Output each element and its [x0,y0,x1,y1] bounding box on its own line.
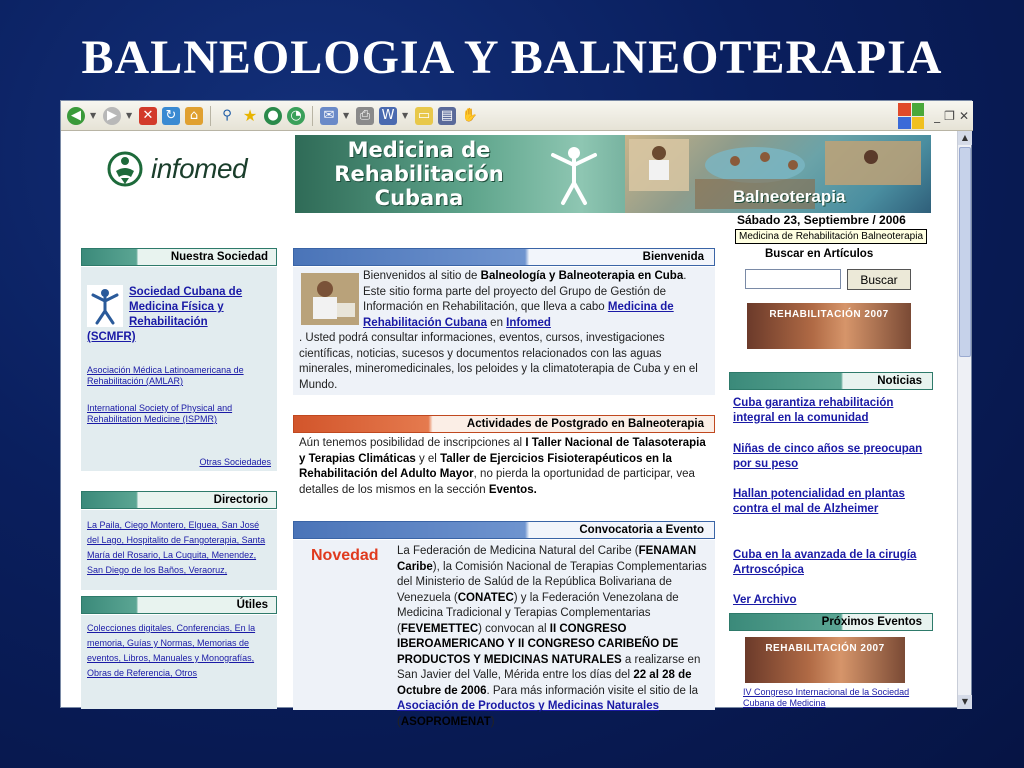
news-item-3[interactable]: Hallan potencialidad en plantas contra el mal de Alzheimer [733,488,905,515]
banner-line-3: Cubana [374,186,464,210]
postgrado-bold-3: Eventos. [488,483,537,496]
bienvenida-text-4: . Usted podrá consultar informaciones, eventos, cursos, investigaciones científicas, noticias, sucesos y documentos relacionados con las aguas minerales, mineromedicinales, los peloides y la climatoterapia de Cuba y en el Mundo. [299,332,698,391]
rehabilitacion-promo-banner[interactable] [747,303,911,349]
print-icon[interactable]: ⎙ [356,107,374,125]
vertical-scrollbar[interactable] [957,131,971,709]
bienvenida-bold-1: Balneología y Balneoterapia en Cuba [480,270,684,282]
toolbar-separator [312,106,313,126]
search-icon[interactable]: ⚲ [222,108,232,123]
back-dropdown-icon[interactable]: ▼ [90,111,97,120]
conv-bold-3: FEVEMETTEC [400,622,479,635]
directorio-links[interactable]: La Paila, Ciego Montero, Elguea, San José del Lago, Hospitalito de Fangoterapia, Santa María del Rosario, La Cuquita, Menendez, San Diego de los Baños, Veraoruz, [87,520,266,575]
favorites-icon[interactable]: ★ [242,106,258,125]
amlar-link[interactable]: Asociación Médica Latinoamericana de Rehabilitación (AMLAR) [87,365,244,386]
novedad-badge: Novedad [311,547,379,564]
refresh-icon[interactable]: ↻ [162,107,180,125]
conv-bold-4: II CONGRESO IBEROAMERICANO Y II CONGRESO CARIBEÑO DE PRODUCTOS Y MEDICINAS NATURALES [397,622,679,666]
scroll-up-icon[interactable]: ▲ [958,131,972,145]
conv-text-6: . Para más información visite el sitio de la [486,684,699,697]
mail-dropdown-icon[interactable]: ▼ [343,111,350,120]
browser-toolbar [61,101,973,131]
home-icon[interactable]: ⌂ [185,107,203,125]
logo-text: infomed [151,153,248,184]
postgrado-text-3: , no pierda la oportunidad de participar, vea detalles de los mismos en la sección [299,468,695,496]
bienvenida-box [293,267,715,395]
directorio-header: Directorio [81,491,277,509]
postgrado-bold-1: I Taller Nacional de Talasoterapia y Terapias Climáticas [299,437,706,465]
medicina-rehabilitacion-link[interactable]: Medicina de Rehabilitación Cubana [363,301,674,329]
nuestra-sociedad-box [81,267,277,471]
infomed-link[interactable]: Infomed [506,316,551,329]
bienvenida-text [299,269,709,393]
conv-text-1: La Federación de Medicina Natural del Caribe ( [397,545,639,557]
asociacion-productos-link[interactable]: Asociación de Productos y Medicinas Naturales [397,700,660,712]
figure-logo-icon [539,139,609,209]
minimize-icon[interactable]: _ [934,109,941,123]
evento-promo-banner[interactable] [745,637,905,683]
conv-text-2: ), la Comisión Nacional de Terapias Complementarias del Ministerio de Salúd de la República Bolivariana de Venezuela ( [397,560,707,604]
news-item-2[interactable]: Niñas de cinco años se preocupan por su peso [733,443,923,470]
nuestra-sociedad-header: Nuestra Sociedad [81,248,277,266]
tooltip: Medicina de Rehabilitación Balneoterapia [735,229,927,244]
web-page [61,131,959,728]
forward-dropdown-icon[interactable]: ▼ [126,111,133,120]
discuss-icon[interactable]: ▭ [415,107,433,125]
conv-bold-6: ASOPROMENAT [400,715,491,728]
browser-window [60,100,972,728]
research-icon[interactable]: ▤ [438,107,456,125]
news-item-1[interactable]: Cuba garantiza rehabilitación integral en la comunidad [733,397,894,424]
utiles-box [81,615,277,709]
bienvenida-text-3: en [490,316,503,329]
convocatoria-header: Convocatoria a Evento [293,521,715,539]
postgrado-bold-2: Taller de Ejercicios Fisioterapéuticos en la Rehabilitación del Adulto Mayor [299,452,672,480]
forward-icon[interactable]: ▶ [103,107,121,125]
noticias-header: Noticias [729,372,933,390]
messenger-icon[interactable]: ✋ [461,108,479,123]
conv-text-5: a realizarse en San Javier del Valle, Mérida entre los días del [397,653,701,681]
isprm-link[interactable]: International Society of Physical and Rehabilitation Medicine (ISPMR) [87,403,233,424]
banner-section-title: Balneoterapia [733,187,846,206]
convocatoria-text [299,544,711,730]
proximos-eventos-header: Próximos Eventos [729,613,933,631]
bienvenida-header: Bienvenida [293,248,715,266]
sociedad-cubana-link[interactable]: Sociedad Cubana de Medicina Física y Rehabilitación [129,286,243,328]
promo-1-label: REHABILITACIÓN 2007 [769,309,889,320]
slide-title: BALNEOLOGIA Y BALNEOTERAPIA [81,31,943,84]
conv-bold-1: FENAMAN Caribe [397,545,697,573]
utiles-links[interactable]: Colecciones digitales, Conferencias, En la memoria, Guías y Normas, Memorias de eventos, Libros, Manuales y Monografías, Obras de Referencia, Otros [87,623,256,678]
bienvenida-text-1: Bienvenidos al sitio de [363,270,478,282]
postgrado-text [299,436,711,498]
utiles-header: Útiles [81,596,277,614]
stop-icon[interactable]: ✕ [139,107,157,125]
otras-sociedades-link[interactable]: Otras Sociedades [199,457,271,467]
conv-bold-5: 22 al 28 de Octubre de 2006 [397,669,692,697]
scroll-thumb[interactable] [959,147,971,357]
edit-icon[interactable]: W [379,107,397,125]
header-banner [295,135,931,213]
close-icon[interactable]: ✕ [958,109,969,123]
search-label: Buscar en Artículos [765,248,874,260]
history-icon[interactable]: ◔ [287,107,305,125]
scroll-down-icon[interactable]: ▼ [958,695,972,709]
scmfr-link[interactable]: (SCMFR) [87,331,136,343]
toolbar-separator [210,106,211,126]
figure-icon [87,285,123,327]
mail-icon[interactable]: ✉ [320,107,338,125]
conv-bold-2: CONATEC [457,591,514,604]
bienvenida-text-2: . Este sitio forma parte del proyecto del Grupo de Gestión de Información en Rehabilitación, que lleva a cabo [363,270,687,313]
current-date: Sábado 23, Septiembre / 2006 [737,213,906,227]
conv-text-7: ( [397,715,401,728]
ver-archivo-link[interactable]: Ver Archivo [733,594,797,606]
conv-text-3: ) y la Federación Venezolana de Medicina Tradicional y Terapias Complementarias ( [397,591,679,635]
postgrado-text-1: Aún tenemos posibilidad de inscripciones al [299,437,523,449]
back-icon[interactable]: ◀ [67,107,85,125]
directorio-box [81,510,277,590]
infomed-logo[interactable] [107,151,247,187]
conv-text-8: ) [490,715,495,728]
banner-line-2: Rehabilitación [334,162,504,186]
infomed-logo-icon [107,151,143,187]
postgrado-text-2: y el [418,452,437,465]
promo-2-label: REHABILITACIÓN 2007 [765,643,885,654]
media-icon[interactable]: ● [264,107,282,125]
windows-logo-icon [898,103,924,129]
news-item-4[interactable]: Cuba en la avanzada de la cirugía Artroscópica [733,549,917,576]
edit-dropdown-icon[interactable]: ▼ [402,111,409,120]
window-controls [898,103,969,129]
postgrado-header: Actividades de Postgrado en Balneoterapia [293,415,715,433]
evento-caption-link[interactable]: IV Congreso Internacional de la Sociedad Cubana de Medicina [743,687,910,708]
restore-icon[interactable]: ❐ [944,109,955,123]
search-input[interactable] [745,269,841,289]
search-button[interactable]: Buscar [847,269,911,290]
banner-title [299,138,539,210]
conv-text-4: ) convocan al [478,622,547,635]
banner-line-1: Medicina de [347,138,491,162]
